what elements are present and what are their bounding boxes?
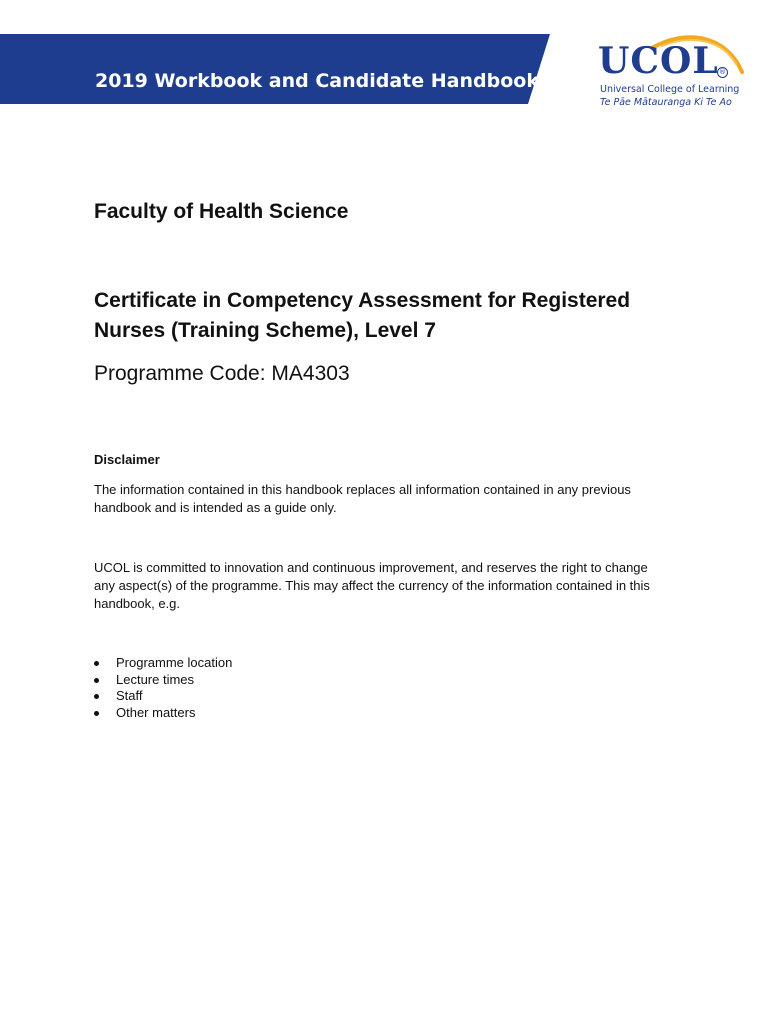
disclaimer-heading: Disclaimer [94, 452, 160, 467]
ucol-logo [592, 34, 752, 114]
list-item-programme-location: Programme location [94, 655, 232, 672]
faculty-heading: Faculty of Health Science [94, 200, 349, 223]
disclaimer-paragraph-1: The information contained in this handbook replaces all information contained in any previous handbook and is intended as a guide only. [94, 482, 631, 515]
list-item-staff: Staff [94, 688, 232, 705]
logo-wordmark: UCOL [598, 40, 719, 82]
logo-subtitle: Universal College of Learning [600, 84, 740, 95]
certificate-title: Certificate in Competency Assessment for Registered Nurses (Training Scheme), Level 7 [94, 289, 631, 342]
handbook-title: 2019 Workbook and Candidate Handbook [95, 70, 539, 92]
list-item-other-matters: Other matters [94, 705, 232, 722]
logo-maori-subtitle: Te Pāe Mātauranga Ki Te Ao [600, 97, 732, 108]
disclaimer-paragraph-2: UCOL is committed to innovation and continuous improvement, and reserves the right to change any aspect(s) of the programme. This may affect the currency of the information contained in this handbook, e.g. [94, 560, 650, 611]
disclaimer-list [94, 655, 232, 721]
header-banner [0, 34, 550, 104]
list-item-lecture-times: Lecture times [94, 672, 232, 689]
registered-mark: ® [719, 68, 726, 76]
programme-code: Programme Code: MA4303 [94, 362, 350, 385]
